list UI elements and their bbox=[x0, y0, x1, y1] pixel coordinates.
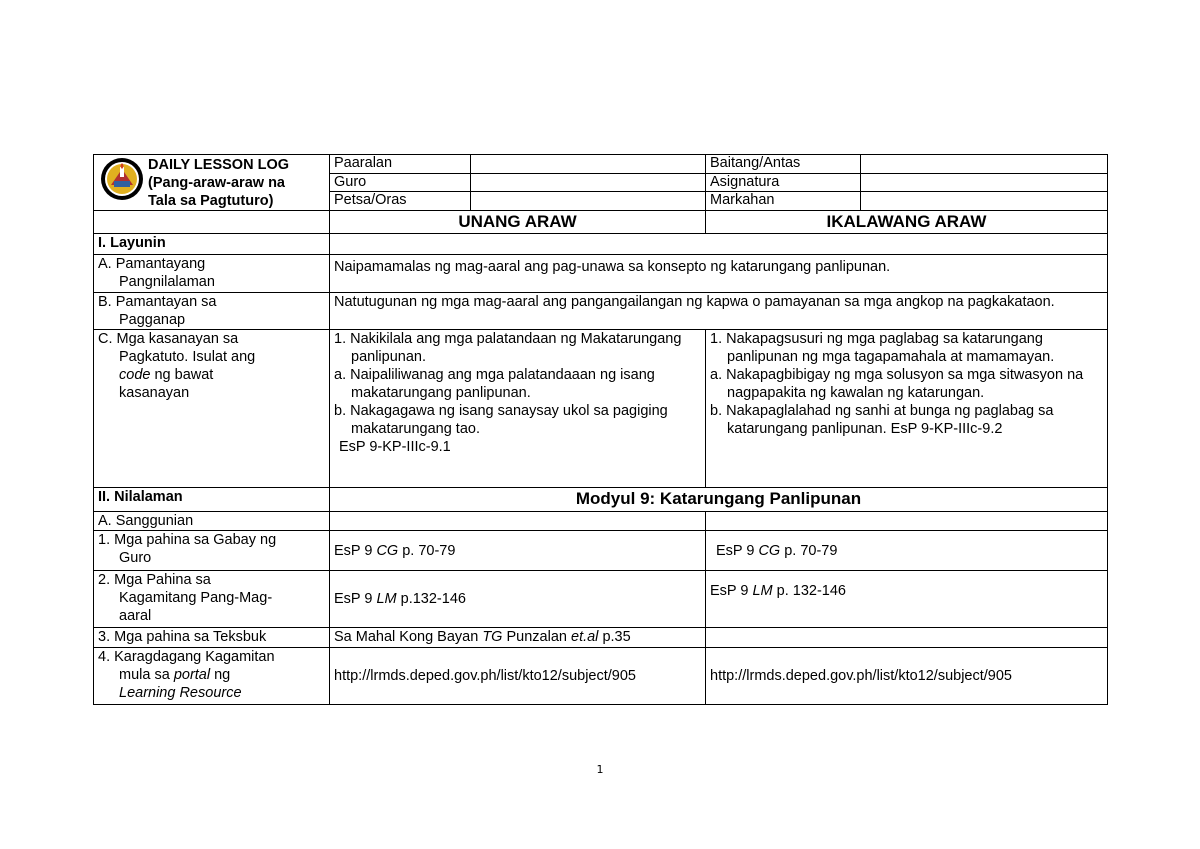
gabay-label-line1: 1. Mga pahina sa Gabay ng bbox=[98, 532, 277, 548]
kasanayan-day2-item3: b. Nakapaglalahad ng sanhi at bunga ng paglabag sa katarungang panlipunan. EsP 9-KP-IIIc-9.2 bbox=[710, 403, 1054, 437]
kagamitan-day2-a: EsP 9 bbox=[710, 583, 753, 599]
teksbuk-day1-page: p.35 bbox=[598, 629, 631, 645]
gabay-day2-a: EsP 9 bbox=[716, 542, 759, 559]
kagamitan-day1 bbox=[330, 571, 706, 628]
header-title-line1: DAILY LESSON LOG bbox=[148, 157, 289, 173]
baitang-label-cell bbox=[706, 155, 861, 174]
gabay-day1-pages: p. 70-79 bbox=[398, 542, 456, 559]
pamantayan-text: Natutugunan ng mga mag-aaral ang pangangailangan ng kapwa o pamayanan sa mga angkop na pagkakataon. bbox=[330, 293, 1108, 330]
asignatura-value[interactable] bbox=[861, 173, 1108, 192]
kasanayan-day1-cell bbox=[330, 330, 706, 488]
karagdagan-day1-link[interactable]: http://lrmds.deped.gov.ph/list/kto12/subject/905 bbox=[330, 648, 706, 705]
kasanayan-day1-item2: a. Naipaliliwanag ang mga palatandaaan ng isang makatarungang panlipunan. bbox=[334, 367, 655, 401]
gabay-day2-cg: CG bbox=[758, 542, 781, 559]
markahan-label: Markahan bbox=[710, 192, 775, 209]
layunin-label: I. Layunin bbox=[94, 234, 330, 255]
paaralan-value[interactable] bbox=[471, 155, 706, 174]
kagamitan-day1-pages: p.132-146 bbox=[396, 591, 466, 607]
blank-corner-cell bbox=[94, 211, 330, 234]
petsa-label-cell bbox=[330, 192, 471, 211]
kasanayan-day1-item3: b. Nakagagawa ng isang sanaysay ukol sa pagiging makatarungang tao. bbox=[334, 403, 668, 437]
pamantayang-text: Naipamamalas ng mag-aaral ang pag-unawa sa konsepto ng katarungang panlipunan. bbox=[330, 255, 1108, 293]
karagdagan-label-line3: Learning Resource bbox=[119, 685, 242, 701]
karagdagan-label-line2 bbox=[98, 666, 325, 684]
kasanayan-day2-item2: a. Nakapagbibigay ng mga solusyon sa mga sitwasyon na nagpapakita ng kawalan ng katarungan. bbox=[710, 367, 1084, 401]
teksbuk-day1-etal: et.al bbox=[571, 629, 599, 645]
kasanayan-label-rest: ng bawat bbox=[150, 367, 214, 383]
teksbuk-day1 bbox=[330, 628, 706, 648]
kagamitan-day2 bbox=[706, 571, 1108, 628]
karagdagan-label-line1: 4. Karagdagang Kagamitan bbox=[98, 649, 275, 665]
nilalaman-modyul-title: Modyul 9: Katarungang Panlipunan bbox=[330, 488, 1108, 512]
kasanayan-label-line2: Pagkatuto. Isulat ang bbox=[119, 349, 256, 365]
gabay-day2 bbox=[706, 531, 1108, 571]
kagamitan-day2-pages: p. 132-146 bbox=[772, 583, 846, 599]
karagdagan-day2-link[interactable]: http://lrmds.deped.gov.ph/list/kto12/subject/905 bbox=[706, 648, 1108, 705]
teksbuk-day1-a: Sa Mahal Kong Bayan bbox=[334, 629, 483, 645]
karagdagan-portal: portal bbox=[173, 667, 211, 683]
petsa-value[interactable] bbox=[471, 192, 706, 211]
kasanayan-label-cell bbox=[94, 330, 330, 488]
kagamitan-label-cell bbox=[94, 571, 330, 628]
asignatura-label: Asignatura bbox=[710, 173, 780, 190]
kagamitan-label-line2: Kagamitang Pang-Mag- bbox=[119, 590, 273, 606]
nilalaman-label: II. Nilalaman bbox=[94, 488, 330, 512]
kasanayan-code-word: code bbox=[119, 367, 151, 383]
kasanayan-day2-cell bbox=[706, 330, 1108, 488]
baitang-value[interactable] bbox=[861, 155, 1108, 174]
layunin-blank bbox=[330, 234, 1108, 255]
daily-lesson-log-table bbox=[93, 154, 1108, 705]
guro-label-cell bbox=[330, 173, 471, 192]
pamantayan-label-line2: Pagganap bbox=[119, 312, 186, 328]
kasanayan-label-line1: C. Mga kasanayan sa bbox=[98, 331, 239, 347]
pamantayan-label-cell bbox=[94, 293, 330, 330]
baitang-label: Baitang/Antas bbox=[710, 155, 801, 171]
sanggunian-label: A. Sanggunian bbox=[94, 512, 330, 531]
pamantayan-label-line1: B. Pamantayan sa bbox=[98, 294, 217, 310]
asignatura-label-cell bbox=[706, 173, 861, 192]
kagamitan-label-line1: 2. Mga Pahina sa bbox=[98, 572, 211, 588]
markahan-label-cell bbox=[706, 192, 861, 211]
day1-heading: UNANG ARAW bbox=[330, 211, 706, 234]
teksbuk-day1-b: Punzalan bbox=[502, 629, 571, 645]
gabay-day1-cg: CG bbox=[376, 542, 399, 559]
gabay-day1-a: EsP 9 bbox=[334, 542, 377, 559]
gabay-day2-pages: p. 70-79 bbox=[780, 542, 838, 559]
gabay-label-line2: Guro bbox=[119, 550, 152, 566]
gabay-label-cell bbox=[94, 531, 330, 571]
karagdagan-ng: ng bbox=[210, 667, 231, 683]
kasanayan-label-line3 bbox=[98, 366, 325, 384]
karagdagan-label-cell bbox=[94, 648, 330, 705]
markahan-value[interactable] bbox=[861, 192, 1108, 211]
paaralan-label: Paaralan bbox=[334, 155, 393, 171]
karagdagan-mula: mula sa bbox=[119, 667, 174, 683]
pamantayang-label-line2: Pangnilalaman bbox=[119, 274, 215, 290]
kasanayan-day1-item1: 1. Nakikilala ang mga palatandaan ng Makatarungang panlipunan. bbox=[334, 331, 682, 365]
paaralan-label-cell bbox=[330, 155, 471, 174]
kasanayan-day2-item1: 1. Nakapagsusuri ng mga paglabag sa katarungang panlipunan ng mga tagapamahala at mamamayan. bbox=[710, 331, 1055, 365]
header-title-line3: Tala sa Pagtuturo) bbox=[148, 193, 274, 209]
kagamitan-day2-lm: LM bbox=[752, 583, 773, 599]
kasanayan-day1-code: EsP 9-KP-IIIc-9.1 bbox=[339, 439, 451, 455]
header-title-line2: (Pang-araw-araw na bbox=[148, 175, 285, 191]
sanggunian-day1 bbox=[330, 512, 706, 531]
gabay-day1 bbox=[330, 531, 706, 571]
guro-value[interactable] bbox=[471, 173, 706, 192]
pamantayang-label-line1: A. Pamantayang bbox=[98, 256, 206, 272]
teksbuk-label: 3. Mga pahina sa Teksbuk bbox=[94, 628, 330, 648]
teksbuk-day2 bbox=[706, 628, 1108, 648]
kagamitan-day1-a: EsP 9 bbox=[334, 591, 377, 607]
page-number: 1 bbox=[596, 763, 604, 776]
deped-seal-icon bbox=[100, 157, 144, 201]
kagamitan-day1-lm: LM bbox=[376, 591, 397, 607]
petsa-label: Petsa/Oras bbox=[334, 192, 407, 209]
guro-label: Guro bbox=[334, 173, 367, 190]
kagamitan-label-line3: aaral bbox=[119, 608, 152, 624]
sanggunian-day2 bbox=[706, 512, 1108, 531]
pamantayang-label-cell bbox=[94, 255, 330, 293]
header-title-cell bbox=[94, 155, 330, 211]
teksbuk-day1-tg: TG bbox=[482, 629, 503, 645]
kasanayan-label-line4: kasanayan bbox=[119, 385, 190, 401]
day2-heading: IKALAWANG ARAW bbox=[706, 211, 1108, 234]
